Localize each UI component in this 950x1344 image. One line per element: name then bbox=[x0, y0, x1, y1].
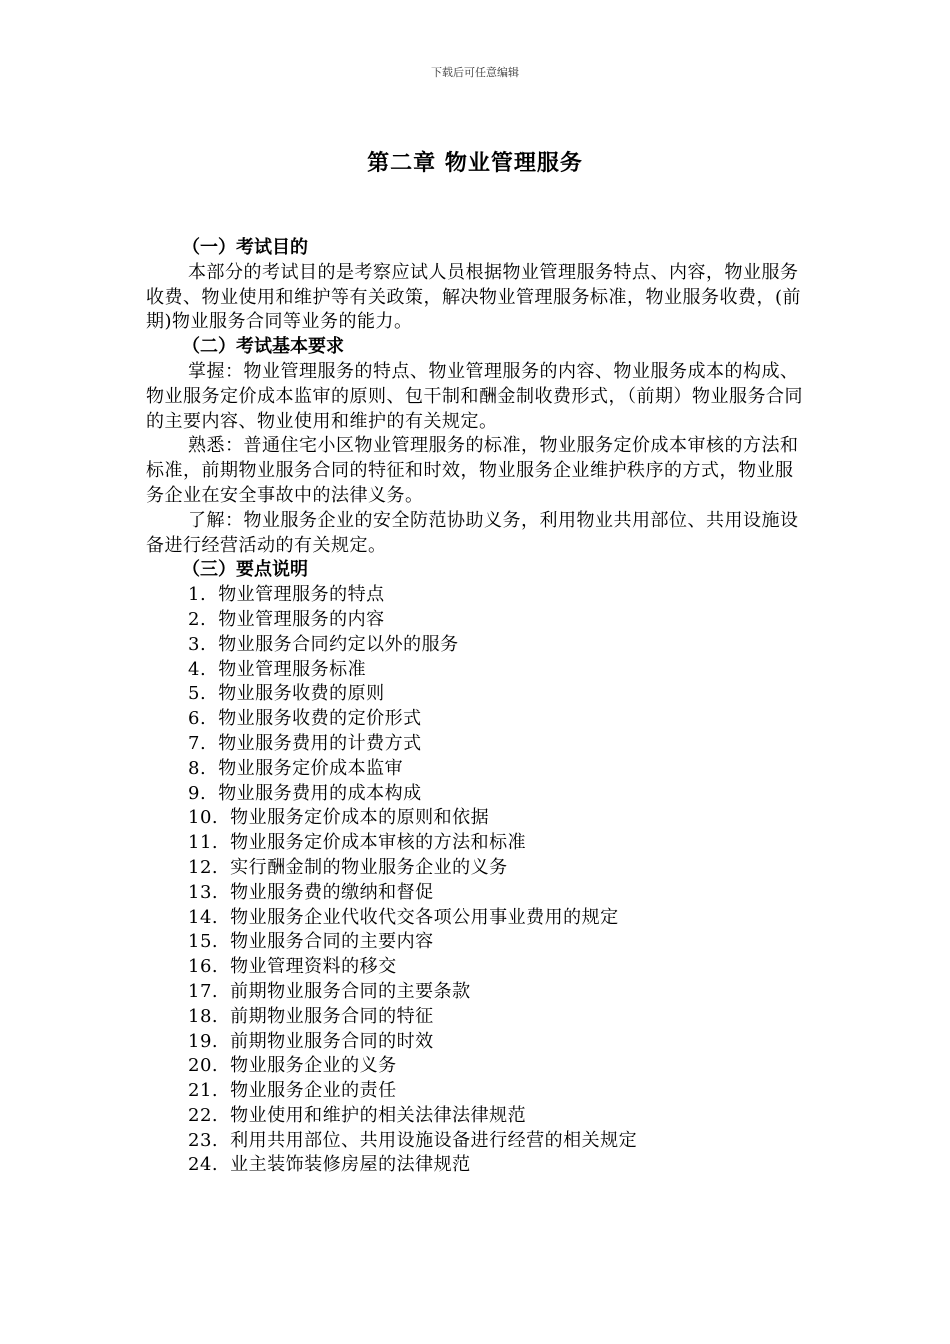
key-point-text: 物业服务企业的责任 bbox=[230, 1080, 397, 1102]
key-point-number: 12. bbox=[188, 856, 219, 878]
key-point-item bbox=[146, 831, 810, 856]
key-point-text: 物业管理资料的移交 bbox=[230, 956, 397, 978]
requirement-familiar-paragraph: 熟悉：普通住宅小区物业管理服务的标准，物业服务定价成本审核的方法和标准，前期物业服务合同的特征和时效，物业服务企业维护秩序的方式，物业服务企业在安全事故中的法律义务。 bbox=[146, 435, 799, 506]
key-point-item bbox=[146, 906, 810, 931]
key-point-number: 22. bbox=[188, 1104, 219, 1126]
key-point-text: 物业服务费用的成本构成 bbox=[218, 782, 422, 804]
key-point-text: 物业服务合同的主要内容 bbox=[230, 931, 434, 953]
key-point-number: 16. bbox=[188, 956, 219, 978]
key-point-number: 21. bbox=[188, 1080, 219, 1102]
key-point-text: 利用共用部位、共用设施设备进行经营的相关规定 bbox=[230, 1129, 638, 1151]
key-point-text: 物业管理服务的特点 bbox=[218, 584, 385, 606]
key-point-text: 物业管理服务标准 bbox=[218, 658, 367, 680]
key-point-item bbox=[146, 608, 810, 633]
key-point-item bbox=[146, 658, 810, 683]
key-point-item bbox=[146, 1129, 810, 1154]
key-point-number: 3. bbox=[188, 633, 207, 655]
key-point-text: 物业使用和维护的相关法律法律规范 bbox=[230, 1104, 527, 1126]
key-point-item bbox=[146, 782, 810, 807]
document-body bbox=[146, 236, 810, 1178]
key-point-text: 业主装饰装修房屋的法律规范 bbox=[230, 1154, 471, 1176]
key-point-item bbox=[146, 1153, 810, 1178]
key-point-text: 前期物业服务合同的特征 bbox=[230, 1005, 434, 1027]
key-point-text: 物业服务企业的义务 bbox=[230, 1055, 397, 1077]
key-point-number: 6. bbox=[188, 708, 207, 730]
key-point-item bbox=[146, 1054, 810, 1079]
requirement-understand-paragraph: 了解：物业服务企业的安全防范协助义务，利用物业共用部位、共用设施设备进行经营活动的有关规定。 bbox=[146, 509, 799, 556]
key-point-item bbox=[146, 1079, 810, 1104]
key-point-item bbox=[146, 1005, 810, 1030]
chapter-title: 第二章 物业管理服务 bbox=[367, 150, 583, 176]
section-heading-basic-requirements: （二）考试基本要求 bbox=[182, 336, 344, 358]
key-point-text: 实行酬金制的物业服务企业的义务 bbox=[230, 856, 508, 878]
key-point-number: 17. bbox=[188, 980, 219, 1002]
key-point-item bbox=[146, 955, 810, 980]
key-points-list bbox=[146, 583, 810, 1178]
section-heading-key-points: （三）要点说明 bbox=[182, 559, 308, 581]
key-point-number: 4. bbox=[188, 658, 207, 680]
key-point-item bbox=[146, 980, 810, 1005]
key-point-number: 5. bbox=[188, 683, 207, 705]
key-point-number: 7. bbox=[188, 732, 207, 754]
key-point-item bbox=[146, 633, 810, 658]
key-point-text: 物业服务费的缴纳和督促 bbox=[230, 881, 434, 903]
key-point-number: 2. bbox=[188, 608, 207, 630]
key-point-item bbox=[146, 757, 810, 782]
key-point-number: 1. bbox=[188, 584, 207, 606]
key-point-text: 前期物业服务合同的主要条款 bbox=[230, 980, 471, 1002]
key-point-text: 物业服务合同约定以外的服务 bbox=[218, 633, 459, 655]
section-heading-exam-purpose: （一）考试目的 bbox=[182, 237, 308, 258]
key-point-number: 8. bbox=[188, 757, 207, 779]
key-point-item bbox=[146, 856, 810, 881]
key-point-number: 19. bbox=[188, 1030, 219, 1052]
key-point-text: 物业服务定价成本的原则和依据 bbox=[230, 807, 490, 829]
key-point-item bbox=[146, 881, 810, 906]
key-point-text: 物业服务收费的原则 bbox=[218, 683, 385, 705]
key-point-item bbox=[146, 806, 810, 831]
key-point-number: 23. bbox=[188, 1129, 219, 1151]
key-point-item bbox=[146, 1104, 810, 1129]
key-point-text: 物业服务收费的定价形式 bbox=[218, 708, 422, 730]
key-point-item bbox=[146, 732, 810, 757]
key-point-text: 物业服务企业代收代交各项公用事业费用的规定 bbox=[230, 906, 619, 928]
key-point-number: 9. bbox=[188, 782, 207, 804]
key-point-text: 物业服务定价成本审核的方法和标准 bbox=[230, 832, 527, 854]
key-point-number: 14. bbox=[188, 906, 219, 928]
key-point-text: 物业管理服务的内容 bbox=[218, 608, 385, 630]
key-point-number: 24. bbox=[188, 1154, 219, 1176]
exam-purpose-paragraph: 本部分的考试目的是考察应试人员根据物业管理服务特点、内容，物业服务收费、物业使用和维护等有关政策，解决物业管理服务标准，物业服务收费，(前期)物业服务合同等业务的能力。 bbox=[146, 261, 802, 333]
key-point-number: 20. bbox=[188, 1055, 219, 1077]
key-point-text: 物业服务费用的计费方式 bbox=[218, 732, 422, 754]
key-point-item bbox=[146, 1030, 810, 1055]
key-point-number: 18. bbox=[188, 1005, 219, 1027]
key-point-number: 13. bbox=[188, 881, 219, 903]
key-point-item bbox=[146, 707, 810, 732]
key-point-text: 物业服务定价成本监审 bbox=[218, 757, 404, 779]
key-point-item bbox=[146, 682, 810, 707]
key-point-number: 11. bbox=[188, 832, 219, 854]
key-point-item bbox=[146, 583, 810, 608]
key-point-number: 15. bbox=[188, 931, 219, 953]
key-point-number: 10. bbox=[188, 807, 219, 829]
requirement-master-paragraph: 掌握：物业管理服务的特点、物业管理服务的内容、物业服务成本的构成、物业服务定价成本监审的原则、包干制和酬金制收费形式，（前期）物业服务合同的主要内容、物业使用和维护的有关规定。 bbox=[146, 360, 803, 432]
page-header-note: 下载后可任意编辑 bbox=[431, 66, 519, 79]
key-point-item bbox=[146, 930, 810, 955]
key-point-text: 前期物业服务合同的时效 bbox=[230, 1030, 434, 1052]
